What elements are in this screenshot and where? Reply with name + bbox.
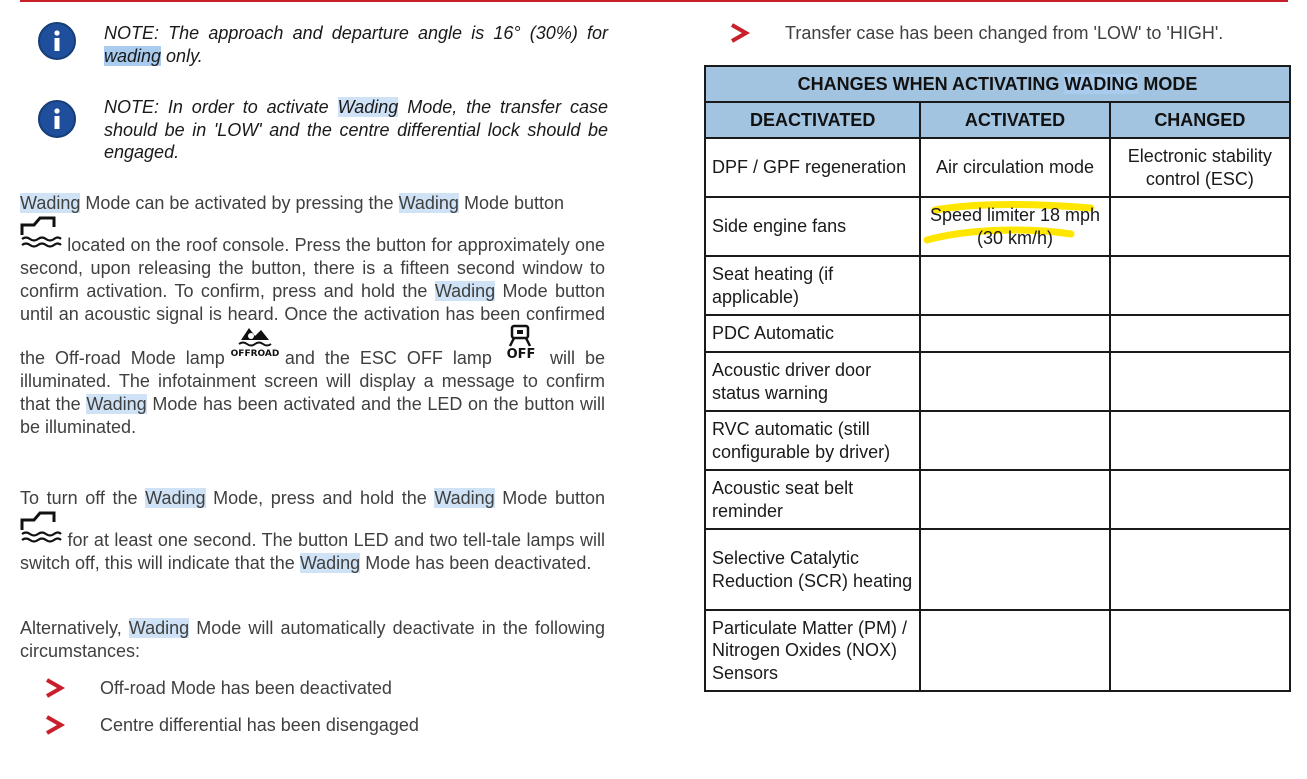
table-row: Selective Catalytic Reduction (SCR) heating: [705, 529, 1290, 610]
top-rule: [20, 0, 1288, 2]
chevron-right-icon: [729, 22, 749, 44]
table-title: CHANGES WHEN ACTIVATING WADING MODE: [705, 66, 1290, 102]
table-row: DPF / GPF regeneration Air circulation mode Electronic stability control (ESC): [705, 138, 1290, 197]
info-icon: [38, 100, 76, 138]
table-row: Seat heating (if applicable): [705, 256, 1290, 315]
note-activate-wading: [38, 96, 608, 164]
search-highlight: Wading: [145, 488, 206, 508]
table-row: RVC automatic (still configurable by driver): [705, 411, 1290, 470]
paragraph-deactivation: To turn off the Wading Mode, press and hold the Wading Mode button for at least one second. The button LED and two tell-tale lamps will switch off, this will indicate that the Wading Mode has been deactivated.: [20, 488, 605, 573]
bullet-item: Centre differential has been disengaged: [44, 714, 419, 736]
wading-changes-table: [704, 65, 1291, 692]
column-header: DEACTIVATED: [705, 102, 920, 138]
search-highlight: Wading: [337, 97, 399, 117]
note-text: NOTE: The approach and departure angle is 16° (30%) for wading only.: [104, 23, 608, 66]
offroad-lamp-icon: [230, 322, 280, 364]
paragraph-auto-deactivate: Alternatively, Wading Mode will automatically deactivate in the following circumstances:: [20, 618, 605, 661]
bullet-item: Transfer case has been changed from 'LOW' to 'HIGH'.: [729, 22, 1223, 44]
table-row: Particulate Matter (PM) / Nitrogen Oxides (NOX) Sensors: [705, 610, 1290, 691]
column-header: CHANGED: [1110, 102, 1290, 138]
wading-button-icon: [20, 510, 62, 552]
info-icon: [38, 22, 76, 60]
wading-button-icon: [20, 215, 62, 257]
chevron-right-icon: [44, 677, 64, 699]
search-highlight: WADING: [1064, 73, 1139, 94]
search-highlight: Wading: [128, 618, 190, 638]
search-highlight: Wading: [434, 488, 495, 508]
table-row: Acoustic seat belt reminder: [705, 470, 1290, 529]
svg-text:OFF: OFF: [506, 347, 536, 362]
table-row: Acoustic driver door status warning: [705, 352, 1290, 411]
column-header: ACTIVATED: [920, 102, 1109, 138]
yellow-marker-cell: Speed limiter 18 mph (30 km/h): [920, 197, 1109, 256]
svg-text:OFFROAD: OFFROAD: [230, 349, 280, 359]
esc-off-lamp-icon: [502, 324, 540, 368]
search-highlight: Wading: [434, 281, 496, 301]
paragraph-activation: Wading Mode can be activated by pressing the Wading Mode button located on the roof console. Press the button for approximately one second, upon releasing the button, there is a fifteen second window to confirm activation. To confirm, press and hold the Wading Mode button until an acoustic signal is heard. Once the activation has been confirmed the Off-road Mode lamp OFFROAD and the ESC OFF lamp OFF will be illuminated. The infotainment screen will display a message to confirm that the Wading Mode has been activated and the LED on the button will be illuminated.: [20, 193, 605, 437]
note-approach-angle: [38, 22, 608, 67]
table-row: Side engine fans Speed limiter 18 mph (30 km/h): [705, 197, 1290, 256]
search-highlight: Wading: [299, 553, 361, 573]
bullet-item: Off-road Mode has been deactivated: [44, 677, 392, 699]
note-text: NOTE: In order to activate Wading Mode, the transfer case should be in 'LOW' and the centre differential lock should be engaged.: [104, 97, 608, 162]
search-highlight: wading: [104, 45, 162, 66]
table-row: PDC Automatic: [705, 315, 1290, 352]
search-highlight: Wading: [20, 193, 81, 213]
search-highlight: Wading: [86, 394, 147, 414]
search-highlight: Wading: [398, 193, 459, 213]
chevron-right-icon: [44, 714, 64, 736]
